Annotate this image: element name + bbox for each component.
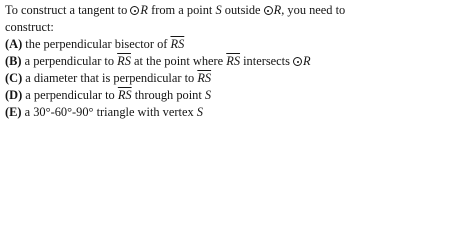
choice-letter: (B) <box>5 54 22 68</box>
answer-choice-a[interactable] <box>5 36 445 53</box>
answer-choice-d[interactable] <box>5 87 445 104</box>
choice-text: a 30°-60°-90° triangle with vertex <box>21 105 197 119</box>
circle-symbol-icon <box>293 57 302 66</box>
circle-symbol-icon <box>130 6 139 15</box>
choice-text: the perpendicular bisector of <box>22 37 171 51</box>
choice-letter: (C) <box>5 71 23 85</box>
circle-symbol-icon <box>264 6 273 15</box>
circle-label: R <box>273 3 282 17</box>
circle-label: R <box>140 3 148 17</box>
question-block <box>5 2 445 121</box>
segment-label: $\overline{RS}$ <box>170 37 185 51</box>
choice-letter: (A) <box>5 37 23 51</box>
circle-label: R <box>303 54 311 68</box>
choice-letter: (D) <box>5 88 23 102</box>
point-label: S <box>196 105 203 119</box>
answer-choice-c[interactable] <box>5 70 445 87</box>
choice-letter: (E) <box>5 105 22 119</box>
segment-label: $\overline{RS}$ <box>226 54 241 68</box>
segment-label: $\overline{RS}$ <box>117 54 131 68</box>
segment-label: $\overline{RS}$ <box>197 71 212 85</box>
choice-text: intersects <box>240 54 294 68</box>
choice-text: a diameter that is perpendicular to <box>22 71 198 85</box>
choice-text: through point <box>131 88 205 102</box>
answer-choice-e[interactable] <box>5 104 445 121</box>
question-stem-line-1 <box>5 2 445 19</box>
question-stem-line-2 <box>5 19 445 36</box>
choice-text: a perpendicular to <box>21 54 118 68</box>
answer-choice-b[interactable] <box>5 53 445 70</box>
stem-text: outside <box>221 3 264 17</box>
stem-text: , you need to <box>281 3 346 17</box>
segment-label: $\overline{RS}$ <box>117 88 132 102</box>
point-label: S <box>215 3 222 17</box>
stem-text: from a point <box>148 3 216 17</box>
stem-text: To construct a tangent to <box>5 3 131 17</box>
choice-text: at the point where <box>130 54 227 68</box>
choice-text: a perpendicular to <box>22 88 118 102</box>
stem-text: construct: <box>5 20 54 34</box>
point-label: S <box>204 88 212 102</box>
